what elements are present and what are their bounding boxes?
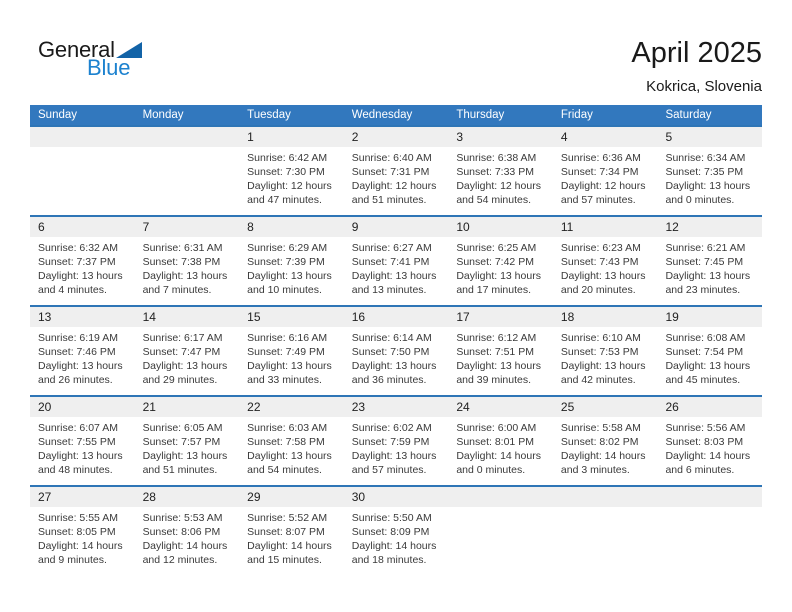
day-number-strip [657, 307, 762, 327]
sunset-text: Sunset: 7:31 PM [351, 166, 430, 178]
day-cell [448, 217, 553, 305]
day-cell [553, 127, 658, 215]
day-number: 29 [247, 490, 261, 504]
day-number-strip [553, 127, 658, 147]
sunset-text: Sunset: 7:43 PM [560, 256, 639, 268]
daylight-text-line2: and 47 minutes. [247, 194, 322, 206]
day-cell [135, 217, 240, 305]
day-number-strip [239, 397, 344, 417]
day-number: 2 [351, 130, 359, 144]
day-number-strip [344, 397, 449, 417]
sunrise-text: Sunrise: 6:16 AM [247, 332, 328, 344]
daylight-text-line1: Daylight: 13 hours [665, 270, 751, 282]
day-number: 4 [560, 130, 568, 144]
weekday-header-tuesday: Tuesday [247, 109, 291, 121]
day-number: 22 [247, 400, 261, 414]
daylight-text-line1: Daylight: 14 hours [351, 540, 437, 552]
daylight-text-line2: and 45 minutes. [665, 374, 741, 386]
day-number-strip [30, 487, 135, 507]
day-cell-content [344, 327, 449, 387]
day-number-strip [448, 397, 553, 417]
day-cell-content [448, 147, 553, 207]
title-block [631, 36, 762, 96]
weekday-header-saturday: Saturday [665, 109, 712, 121]
sunset-text: Sunset: 7:41 PM [351, 256, 430, 268]
day-number: 14 [142, 310, 156, 324]
daylight-text-line2: and 26 minutes. [38, 374, 113, 386]
general-blue-logo [38, 37, 142, 80]
day-number: 6 [38, 220, 45, 234]
location-subtitle: Kokrica, Slovenia [646, 78, 762, 95]
sunset-text: Sunset: 7:37 PM [38, 256, 116, 268]
weekday-header-row [30, 105, 762, 125]
day-number-strip [30, 397, 135, 417]
sunrise-text: Sunrise: 5:56 AM [665, 422, 746, 434]
day-number: 27 [38, 490, 52, 504]
sunrise-text: Sunrise: 6:02 AM [351, 422, 432, 434]
calendar-body [30, 125, 762, 575]
day-number-strip [657, 217, 762, 237]
weekday-header-thursday: Thursday [456, 109, 505, 121]
day-number: 26 [665, 400, 679, 414]
day-cell-content [135, 327, 240, 387]
day-cell [657, 127, 762, 215]
sunrise-text: Sunrise: 5:55 AM [38, 512, 118, 524]
day-number: 7 [142, 220, 150, 234]
sunrise-text: Sunrise: 6:07 AM [38, 422, 118, 434]
day-cell-content [135, 237, 240, 297]
daylight-text-line1: Daylight: 13 hours [247, 360, 332, 372]
day-cell [239, 217, 344, 305]
day-cell-content [30, 237, 135, 297]
daylight-text-line2: and 48 minutes. [38, 464, 113, 476]
sunrise-text: Sunrise: 6:29 AM [247, 242, 328, 254]
sunrise-text: Sunrise: 6:12 AM [456, 332, 537, 344]
day-cell [30, 487, 135, 575]
sunrise-text: Sunrise: 6:05 AM [142, 422, 223, 434]
day-number-strip [135, 307, 240, 327]
daylight-text-line2: and 51 minutes. [351, 194, 427, 206]
day-number: 9 [351, 220, 359, 234]
sunset-text: Sunset: 7:53 PM [560, 346, 639, 358]
day-number-strip [344, 487, 449, 507]
day-number: 3 [456, 130, 463, 144]
daylight-text-line2: and 13 minutes. [351, 284, 427, 296]
daylight-text-line1: Daylight: 14 hours [456, 450, 541, 462]
day-cell-content [344, 507, 449, 567]
day-cell-content [553, 327, 658, 387]
day-cell [30, 217, 135, 305]
day-cell-content [239, 327, 344, 387]
sunrise-text: Sunrise: 6:14 AM [351, 332, 432, 344]
daylight-text-line1: Daylight: 13 hours [38, 270, 123, 282]
day-cell-content [657, 417, 762, 477]
daylight-text-line1: Daylight: 13 hours [665, 360, 751, 372]
sunrise-text: Sunrise: 6:38 AM [456, 152, 537, 164]
day-cell [553, 217, 658, 305]
day-cell [448, 307, 553, 395]
daylight-text-line2: and 23 minutes. [665, 284, 741, 296]
day-cell [239, 487, 344, 575]
daylight-text-line1: Daylight: 13 hours [456, 360, 541, 372]
daylight-text-line2: and 10 minutes. [247, 284, 322, 296]
daylight-text-line2: and 0 minutes. [665, 194, 735, 206]
daylight-text-line2: and 6 minutes. [665, 464, 735, 476]
day-number-strip [135, 487, 240, 507]
sunrise-text: Sunrise: 6:31 AM [142, 242, 223, 254]
sunrise-text: Sunrise: 6:40 AM [351, 152, 432, 164]
sunset-text: Sunset: 7:46 PM [38, 346, 116, 358]
daylight-text-line1: Daylight: 14 hours [38, 540, 123, 552]
sunset-text: Sunset: 8:03 PM [665, 436, 744, 448]
sunrise-text: Sunrise: 6:08 AM [665, 332, 746, 344]
sunset-text: Sunset: 8:02 PM [560, 436, 639, 448]
daylight-text-line2: and 17 minutes. [456, 284, 532, 296]
day-number: 20 [38, 400, 52, 414]
day-number: 28 [142, 490, 156, 504]
day-cell [657, 217, 762, 305]
day-cell-content [135, 507, 240, 567]
daylight-text-line1: Daylight: 14 hours [247, 540, 332, 552]
sunrise-text: Sunrise: 6:23 AM [560, 242, 641, 254]
day-number-strip [344, 217, 449, 237]
daylight-text-line1: Daylight: 13 hours [351, 270, 437, 282]
logo-word-blue: Blue [87, 55, 131, 80]
day-cell-content [344, 237, 449, 297]
day-number: 16 [351, 310, 366, 324]
week-row [30, 305, 762, 395]
daylight-text-line1: Daylight: 12 hours [351, 180, 437, 192]
day-number-strip [239, 307, 344, 327]
daylight-text-line1: Daylight: 13 hours [351, 360, 437, 372]
day-number: 1 [247, 130, 254, 144]
sunset-text: Sunset: 7:42 PM [456, 256, 534, 268]
daylight-text-line1: Daylight: 12 hours [456, 180, 541, 192]
day-cell [344, 487, 449, 575]
daylight-text-line1: Daylight: 13 hours [560, 360, 646, 372]
day-number-strip [135, 127, 240, 147]
day-cell [239, 127, 344, 215]
day-number: 15 [247, 310, 261, 324]
day-number: 24 [456, 400, 470, 414]
sunset-text: Sunset: 7:38 PM [142, 256, 221, 268]
day-cell-content [657, 507, 762, 511]
day-cell-content [553, 417, 658, 477]
day-cell-content [657, 147, 762, 207]
day-number: 23 [351, 400, 366, 414]
day-number: 18 [560, 310, 575, 324]
day-number: 8 [247, 220, 254, 234]
daylight-text-line2: and 7 minutes. [142, 284, 212, 296]
day-cell [239, 307, 344, 395]
week-row [30, 485, 762, 575]
day-cell-content [239, 147, 344, 207]
day-cell [448, 127, 553, 215]
daylight-text-line1: Daylight: 13 hours [142, 450, 228, 462]
sunrise-text: Sunrise: 6:21 AM [665, 242, 746, 254]
daylight-text-line2: and 39 minutes. [456, 374, 532, 386]
empty-day-cell [30, 127, 135, 215]
day-cell-content [344, 147, 449, 207]
day-number: 10 [456, 220, 470, 234]
daylight-text-line2: and 0 minutes. [456, 464, 526, 476]
day-cell [239, 397, 344, 485]
sunset-text: Sunset: 7:59 PM [351, 436, 430, 448]
sunrise-text: Sunrise: 6:32 AM [38, 242, 118, 254]
sunset-text: Sunset: 7:49 PM [247, 346, 325, 358]
day-cell-content [448, 417, 553, 477]
weekday-header-sunday: Sunday [38, 109, 78, 121]
sunset-text: Sunset: 7:30 PM [247, 166, 325, 178]
daylight-text-line2: and 20 minutes. [560, 284, 636, 296]
day-cell-content [30, 327, 135, 387]
day-number: 5 [665, 130, 673, 144]
day-cell-content [657, 327, 762, 387]
daylight-text-line2: and 36 minutes. [351, 374, 427, 386]
day-number-strip [553, 307, 658, 327]
daylight-text-line1: Daylight: 14 hours [560, 450, 646, 462]
daylight-text-line2: and 9 minutes. [38, 554, 107, 566]
day-number-strip [30, 307, 135, 327]
sunset-text: Sunset: 8:09 PM [351, 526, 430, 538]
daylight-text-line1: Daylight: 13 hours [142, 270, 228, 282]
day-number-strip [553, 487, 658, 507]
daylight-text-line2: and 29 minutes. [142, 374, 218, 386]
sunset-text: Sunset: 7:45 PM [665, 256, 744, 268]
sunrise-text: Sunrise: 6:34 AM [665, 152, 746, 164]
sunrise-text: Sunrise: 6:25 AM [456, 242, 537, 254]
daylight-text-line1: Daylight: 13 hours [351, 450, 437, 462]
day-cell [30, 307, 135, 395]
daylight-text-line2: and 12 minutes. [142, 554, 218, 566]
daylight-text-line2: and 33 minutes. [247, 374, 322, 386]
sunset-text: Sunset: 7:57 PM [142, 436, 221, 448]
sunset-text: Sunset: 8:06 PM [142, 526, 221, 538]
week-row [30, 125, 762, 215]
empty-day-cell [448, 487, 553, 575]
sunset-text: Sunset: 7:47 PM [142, 346, 221, 358]
sunset-text: Sunset: 7:54 PM [665, 346, 744, 358]
weekday-header-monday: Monday [142, 109, 184, 121]
page-title: April 2025 [631, 37, 762, 69]
day-cell-content [30, 507, 135, 567]
day-cell-content [448, 237, 553, 297]
day-cell [344, 397, 449, 485]
day-cell [553, 397, 658, 485]
sunrise-text: Sunrise: 5:50 AM [351, 512, 432, 524]
day-number: 13 [38, 310, 52, 324]
sunrise-text: Sunrise: 5:58 AM [560, 422, 641, 434]
day-number-strip [239, 127, 344, 147]
day-cell [657, 397, 762, 485]
day-number: 11 [560, 220, 574, 234]
day-cell [344, 127, 449, 215]
day-number-strip [135, 217, 240, 237]
daylight-text-line2: and 57 minutes. [351, 464, 427, 476]
daylight-text-line2: and 18 minutes. [351, 554, 427, 566]
empty-day-cell [135, 127, 240, 215]
daylight-text-line2: and 54 minutes. [247, 464, 322, 476]
day-number-strip [657, 397, 762, 417]
day-cell-content [30, 147, 135, 151]
day-number: 17 [456, 310, 470, 324]
empty-day-cell [657, 487, 762, 575]
sunrise-text: Sunrise: 5:52 AM [247, 512, 328, 524]
daylight-text-line1: Daylight: 13 hours [665, 180, 751, 192]
day-cell [135, 487, 240, 575]
day-number-strip [657, 487, 762, 507]
logo-word-general: General [38, 37, 115, 62]
sunset-text: Sunset: 7:35 PM [665, 166, 744, 178]
sunset-text: Sunset: 7:51 PM [456, 346, 534, 358]
day-number: 30 [351, 490, 366, 504]
day-number-strip [239, 487, 344, 507]
day-number-strip [657, 127, 762, 147]
daylight-text-line2: and 4 minutes. [38, 284, 107, 296]
day-number-strip [448, 487, 553, 507]
day-number: 21 [142, 400, 156, 414]
empty-day-cell [553, 487, 658, 575]
daylight-text-line1: Daylight: 13 hours [560, 270, 646, 282]
sunset-text: Sunset: 8:05 PM [38, 526, 116, 538]
day-number-strip [30, 127, 135, 147]
sunset-text: Sunset: 7:55 PM [38, 436, 116, 448]
sunset-text: Sunset: 7:39 PM [247, 256, 325, 268]
daylight-text-line1: Daylight: 12 hours [247, 180, 332, 192]
day-cell [657, 307, 762, 395]
daylight-text-line1: Daylight: 13 hours [142, 360, 228, 372]
day-cell [135, 307, 240, 395]
daylight-text-line1: Daylight: 13 hours [456, 270, 541, 282]
day-cell [448, 397, 553, 485]
sunrise-text: Sunrise: 6:00 AM [456, 422, 537, 434]
daylight-text-line1: Daylight: 14 hours [665, 450, 751, 462]
daylight-text-line2: and 3 minutes. [560, 464, 630, 476]
daylight-text-line2: and 42 minutes. [560, 374, 636, 386]
day-number-strip [344, 307, 449, 327]
day-number-strip [344, 127, 449, 147]
sunrise-text: Sunrise: 6:03 AM [247, 422, 328, 434]
day-cell-content [448, 507, 553, 511]
day-cell-content [448, 327, 553, 387]
sunset-text: Sunset: 8:07 PM [247, 526, 325, 538]
day-cell [344, 217, 449, 305]
sunrise-text: Sunrise: 6:17 AM [142, 332, 223, 344]
day-number-strip [553, 217, 658, 237]
weekday-header-friday: Friday [560, 109, 593, 121]
day-cell-content [239, 417, 344, 477]
day-number-strip [553, 397, 658, 417]
day-number: 19 [665, 310, 679, 324]
day-cell [135, 397, 240, 485]
daylight-text-line1: Daylight: 13 hours [247, 450, 332, 462]
day-number-strip [448, 127, 553, 147]
day-number-strip [239, 217, 344, 237]
day-cell-content [239, 237, 344, 297]
day-cell [553, 307, 658, 395]
daylight-text-line2: and 57 minutes. [560, 194, 636, 206]
weekday-header-wednesday: Wednesday [351, 109, 413, 121]
calendar-table [30, 105, 762, 575]
sunrise-text: Sunrise: 6:19 AM [38, 332, 118, 344]
day-number-strip [448, 217, 553, 237]
daylight-text-line1: Daylight: 12 hours [560, 180, 646, 192]
sunrise-text: Sunrise: 6:42 AM [247, 152, 328, 164]
sunrise-text: Sunrise: 5:53 AM [142, 512, 223, 524]
sunrise-text: Sunrise: 6:36 AM [560, 152, 641, 164]
day-cell-content [344, 417, 449, 477]
sunset-text: Sunset: 7:33 PM [456, 166, 534, 178]
day-cell-content [135, 417, 240, 477]
day-number: 25 [560, 400, 575, 414]
day-cell-content [135, 147, 240, 151]
daylight-text-line1: Daylight: 13 hours [247, 270, 332, 282]
sunset-text: Sunset: 8:01 PM [456, 436, 534, 448]
daylight-text-line2: and 15 minutes. [247, 554, 322, 566]
day-cell-content [553, 237, 658, 297]
day-number: 12 [665, 220, 679, 234]
daylight-text-line2: and 54 minutes. [456, 194, 532, 206]
day-cell [344, 307, 449, 395]
week-row [30, 395, 762, 485]
day-number-strip [135, 397, 240, 417]
sunrise-text: Sunrise: 6:27 AM [351, 242, 432, 254]
sunrise-text: Sunrise: 6:10 AM [560, 332, 641, 344]
day-cell-content [657, 237, 762, 297]
day-cell-content [553, 507, 658, 511]
day-cell [30, 397, 135, 485]
sunset-text: Sunset: 7:50 PM [351, 346, 430, 358]
sunset-text: Sunset: 7:58 PM [247, 436, 325, 448]
day-number-strip [30, 217, 135, 237]
daylight-text-line1: Daylight: 13 hours [38, 450, 123, 462]
day-cell-content [553, 147, 658, 207]
sunset-text: Sunset: 7:34 PM [560, 166, 639, 178]
daylight-text-line1: Daylight: 14 hours [142, 540, 228, 552]
day-number-strip [448, 307, 553, 327]
daylight-text-line1: Daylight: 13 hours [38, 360, 123, 372]
day-cell-content [30, 417, 135, 477]
day-cell-content [239, 507, 344, 567]
daylight-text-line2: and 51 minutes. [142, 464, 218, 476]
week-row [30, 215, 762, 305]
